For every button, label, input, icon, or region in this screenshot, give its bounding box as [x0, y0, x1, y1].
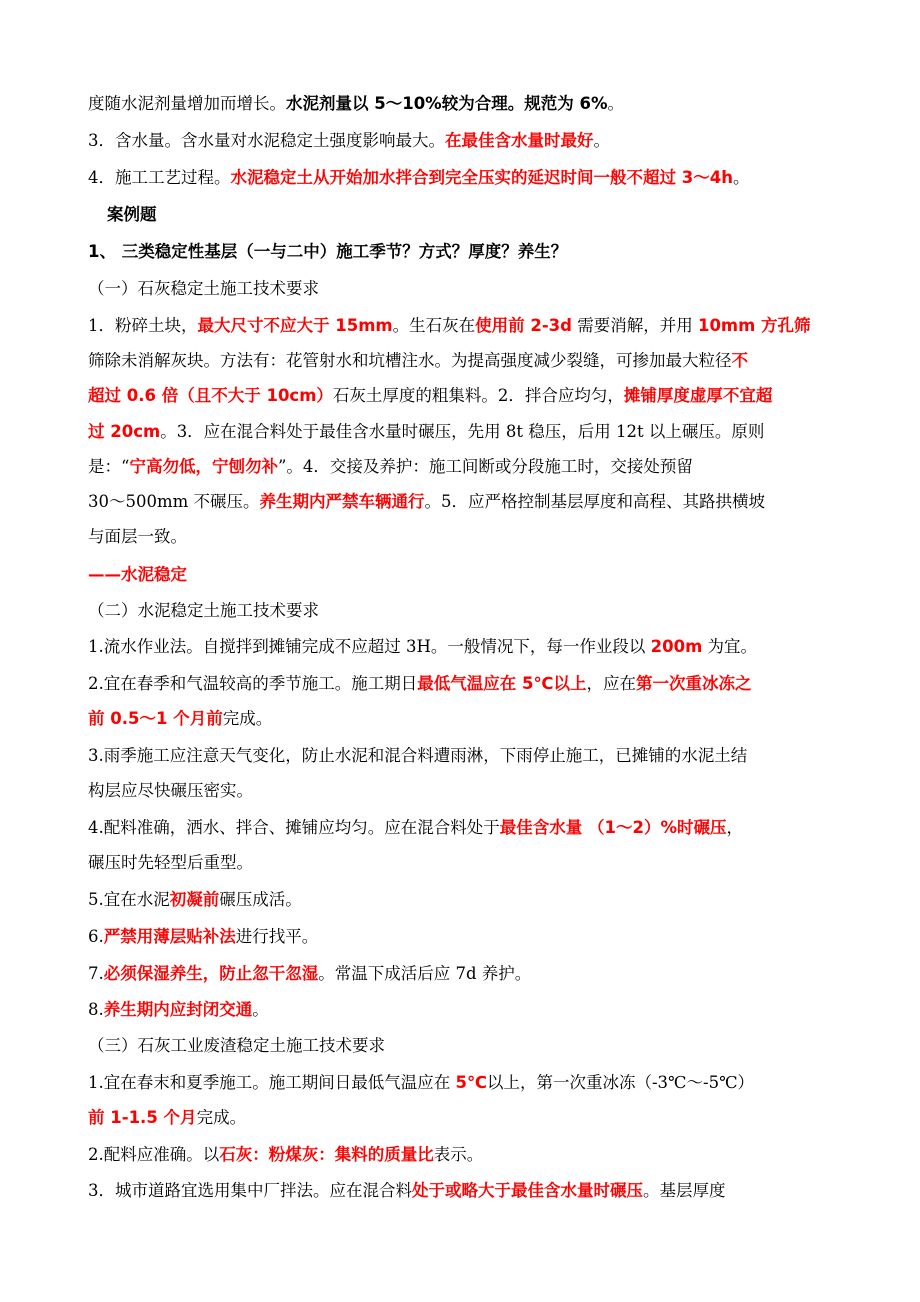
text-line: 与面层一致。 — [88, 527, 187, 546]
text-line: 2.配料应准确。以石灰：粉煤灰：集料的质量比表示。 — [88, 1145, 484, 1164]
text-line: 3．城市道路宜选用集中厂拌法。应在混合料处于或略大于最佳含水量时碾压。基层厚度 — [88, 1181, 726, 1200]
text-line: 1.流水作业法。自搅拌到摊铺完成不应超过 3H。一般情况下，每一作业段以 200m 为宜。 — [88, 637, 758, 656]
text-line: 1．粉碎土块，最大尺寸不应大于 15mm。生石灰在使用前 2-3d 需要消解，并用 10mm 方孔筛 — [88, 316, 811, 335]
text-line: 8.养生期内应封闭交通。 — [88, 1000, 269, 1019]
text-line: 碾压时先轻型后重型。 — [88, 853, 253, 872]
text-line: 度随水泥剂量增加而增长。水泥剂量以 5～10%较为合理。规范为 6%。 — [88, 94, 624, 113]
text-line: 5.宜在水泥初凝前碾压成活。 — [88, 890, 302, 909]
subsection-heading: （二）水泥稳定土施工技术要求 — [88, 601, 319, 620]
text-line: 筛除未消解灰块。方法有：花管射水和坑槽注水。为提高强度减少裂缝，可掺加最大粒径不 — [88, 351, 748, 370]
text-line: 4．施工工艺过程。水泥稳定土从开始加水拌合到完全压实的延迟时间一般不超过 3～4h。 — [88, 168, 750, 187]
text-line: 2.宜在春季和气温较高的季节施工。施工期日最低气温应在 5℃以上，应在第一次重冰冻之 — [88, 674, 752, 693]
question-heading: 1、 三类稳定性基层（一与二中）施工季节？方式？厚度？养生？ — [88, 242, 568, 261]
text-line: 6.严禁用薄层贴补法进行找平。 — [88, 927, 319, 946]
subsection-heading: （三）石灰工业废渣稳定土施工技术要求 — [88, 1036, 385, 1055]
text-line: 前 1-1.5 个月完成。 — [88, 1108, 247, 1127]
text-line: 过 20cm。3．应在混合料处于最佳含水量时碾压，先用 8t 稳压，后用 12t 以上碾压。原则 — [88, 422, 765, 441]
text-line: 30～500mm 不碾压。养生期内严禁车辆通行。5．应严格控制基层厚度和高程、其路拱横坡 — [88, 492, 766, 511]
text-line: 4.配料准确，洒水、拌合、摊铺应均匀。应在混合料处于最佳含水量 （1～2）%时碾压， — [88, 818, 743, 837]
text-line: 构层应尽快碾压密实。 — [88, 781, 253, 800]
text-line: 7.必须保湿养生，防止忽干忽湿。常温下成活后应 7d 养护。 — [88, 964, 532, 983]
text-line: 1.宜在春末和夏季施工。施工期间日最低气温应在 5℃以上，第一次重冰冻（-3℃～-5℃） — [88, 1073, 755, 1092]
text-line: 是：“宁高勿低，宁刨勿补”。4．交接及养护：施工间断或分段施工时，交接处预留 — [88, 457, 693, 476]
text-line: 3.雨季施工应注意天气变化，防止水泥和混合料遭雨淋，下雨停止施工，已摊铺的水泥土结 — [88, 746, 748, 765]
text-line: 前 0.5～1 个月前完成。 — [88, 709, 273, 728]
section-heading: ——水泥稳定 — [88, 565, 187, 584]
subsection-heading: （一）石灰稳定土施工技术要求 — [88, 279, 319, 298]
text-line: 3．含水量。含水量对水泥稳定土强度影响最大。在最佳含水量时最好。 — [88, 131, 610, 150]
text-line: 超过 0.6 倍（且不大于 10cm）石灰土厚度的粗集料。2．拌合应均匀，摊铺厚度虚厚不宜超 — [88, 386, 773, 405]
section-heading: 案例题 — [107, 205, 157, 224]
